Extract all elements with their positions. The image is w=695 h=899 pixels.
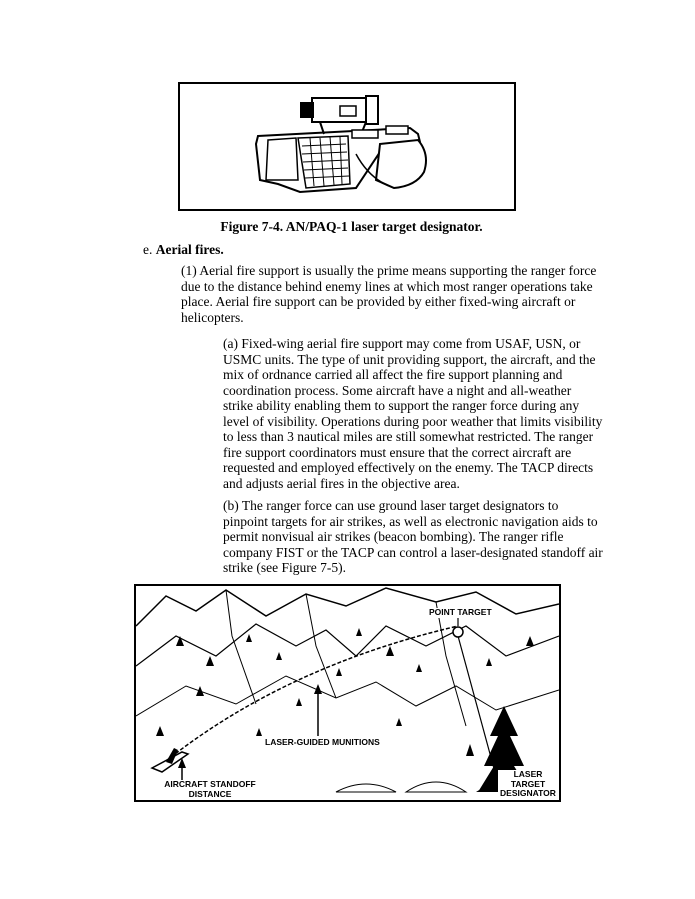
figure-7-5-illustration — [134, 584, 561, 802]
section-heading — [143, 242, 224, 258]
paragraph-fixed-wing: (a) Fixed-wing aerial fire support may come from USAF, USN, or USMC units. The type of unit providing support, the aircraft, and the mix of ordnance carried all affect the fire support planning and coordination process. Some aircraft have a night and all-weather strike ability enabling them to support the ranger force during any level of visibility. Operations during poor weather that limits visibility to less than 3 nautical miles are still somewhat restricted. The ranger fire support coordinators must ensure that the correct aircraft are requested and employed effectively on the enemy. The TACP directs and adjusts aerial fires in the objective area. — [223, 336, 603, 491]
paragraph-aerial-fire-support: (1) Aerial fire support is usually the prime means supporting the ranger force due to the distance behind enemy lines at which most ranger operations take place. Aerial fire support can be provided by either fixed-wing aircraft or helicopters. — [181, 263, 597, 325]
label-aircraft-standoff-distance: AIRCRAFT STANDOFF DISTANCE — [154, 780, 266, 799]
figure-7-4-caption: Figure 7-4. AN/PAQ-1 laser target designator. — [220, 219, 483, 234]
section-title: Aerial fires. — [155, 242, 224, 257]
label-laser-guided-munitions: LASER-GUIDED MUNITIONS — [265, 737, 380, 747]
standoff-air-strike-drawing — [136, 586, 559, 800]
section-label: e. — [143, 242, 153, 257]
laser-designator-drawing — [180, 84, 514, 209]
paragraph-laser-designators: (b) The ranger force can use ground laser target designators to pinpoint targets for air strikes, as well as electronic navigation aids to permit nonvisual air strikes (beacon bombing). The ranger rifle company FIST or the TACP can control a laser-designated standoff air strike (see Figure 7-5). — [223, 498, 603, 575]
label-point-target: POINT TARGET — [429, 607, 492, 617]
label-laser-target-designator: LASER TARGET DESIGNATOR — [498, 770, 558, 799]
figure-7-4-image — [178, 82, 516, 211]
